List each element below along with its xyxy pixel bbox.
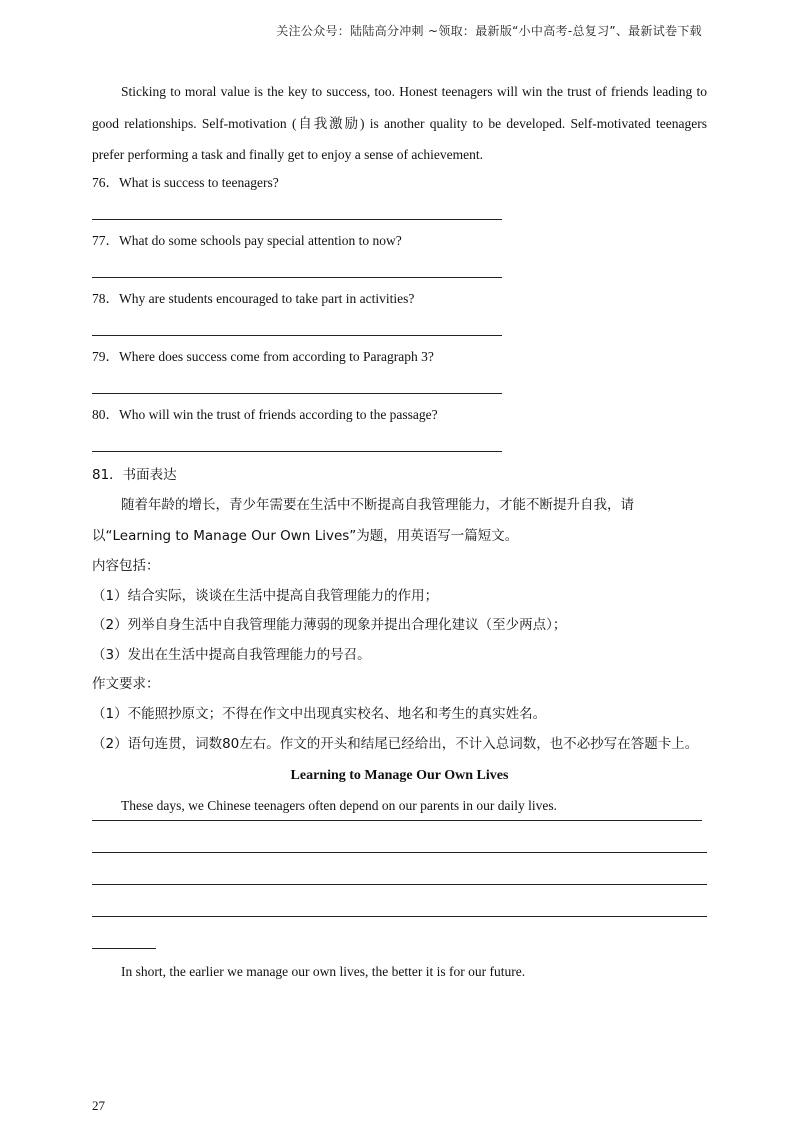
answer-line-76[interactable] xyxy=(92,219,502,220)
requirements-heading: 作文要求： xyxy=(92,676,160,692)
answer-line-80[interactable] xyxy=(92,451,502,452)
passage-paragraph: Sticking to moral value is the key to success, too. Honest teenagers will win the trust of friends leading to good relationships. Self-motivation (自我激励) is another quality to be developed. Self-motivated teenagers prefer performing a task and finally get to enjoy a sense of achievement. xyxy=(92,84,707,162)
question-76: 76．What is success to teenagers? xyxy=(92,174,279,190)
writing-prompt: 随着年龄的增长，青少年需要在生活中不断提高自我管理能力，才能不断提升自我，请以“Learning to Manage Our Own Lives”为题，用英语写一篇短文。 xyxy=(92,497,634,544)
requirement-2: （2）语句连贯，词数80左右。作文的开头和结尾已经给出，不计入总词数，也不必抄写在答题卡上。 xyxy=(92,736,699,752)
document-body xyxy=(92,76,707,987)
answer-line-78[interactable] xyxy=(92,335,502,336)
answer-line-77[interactable] xyxy=(92,277,502,278)
writing-line[interactable] xyxy=(92,852,707,853)
requirement-1: （1）不能照抄原文；不得在作文中出现真实校名、地名和考生的真实姓名。 xyxy=(92,705,547,722)
content-item-1: （1）结合实际，谈谈在生活中提高自我管理能力的作用； xyxy=(92,587,439,604)
content-item-3: （3）发出在生活中提高自我管理能力的号召。 xyxy=(92,646,371,663)
question-78: 78．Why are students encouraged to take part in activities? xyxy=(92,290,415,306)
essay-opening xyxy=(92,790,707,822)
essay-opening-text: These days, we Chinese teenagers often depend on our parents in our daily lives. xyxy=(121,798,557,813)
page-header: 关注公众号：陆陆高分冲刺 ~领取：最新版“小中高考-总复习”、最新试卷下载 xyxy=(276,24,702,38)
essay-title: Learning to Manage Our Own Lives xyxy=(290,768,509,783)
content-item-2: （2）列举自身生活中自我管理能力薄弱的现象并提出合理化建议（至少两点）； xyxy=(92,617,567,633)
writing-line[interactable] xyxy=(92,884,707,885)
writing-line[interactable] xyxy=(92,916,707,917)
writing-number: 81．书面表达 xyxy=(92,466,177,483)
page-number: 27 xyxy=(92,1098,105,1113)
question-77: 77．What do some schools pay special attention to now? xyxy=(92,232,402,248)
question-80: 80．Who will win the trust of friends according to the passage? xyxy=(92,406,438,422)
content-heading: 内容包括： xyxy=(92,558,160,574)
writing-line-end[interactable] xyxy=(92,948,156,949)
question-79: 79．Where does success come from according to Paragraph 3? xyxy=(92,348,434,364)
essay-closing: In short, the earlier we manage our own lives, the better it is for our future. xyxy=(121,964,526,979)
answer-line-79[interactable] xyxy=(92,393,502,394)
